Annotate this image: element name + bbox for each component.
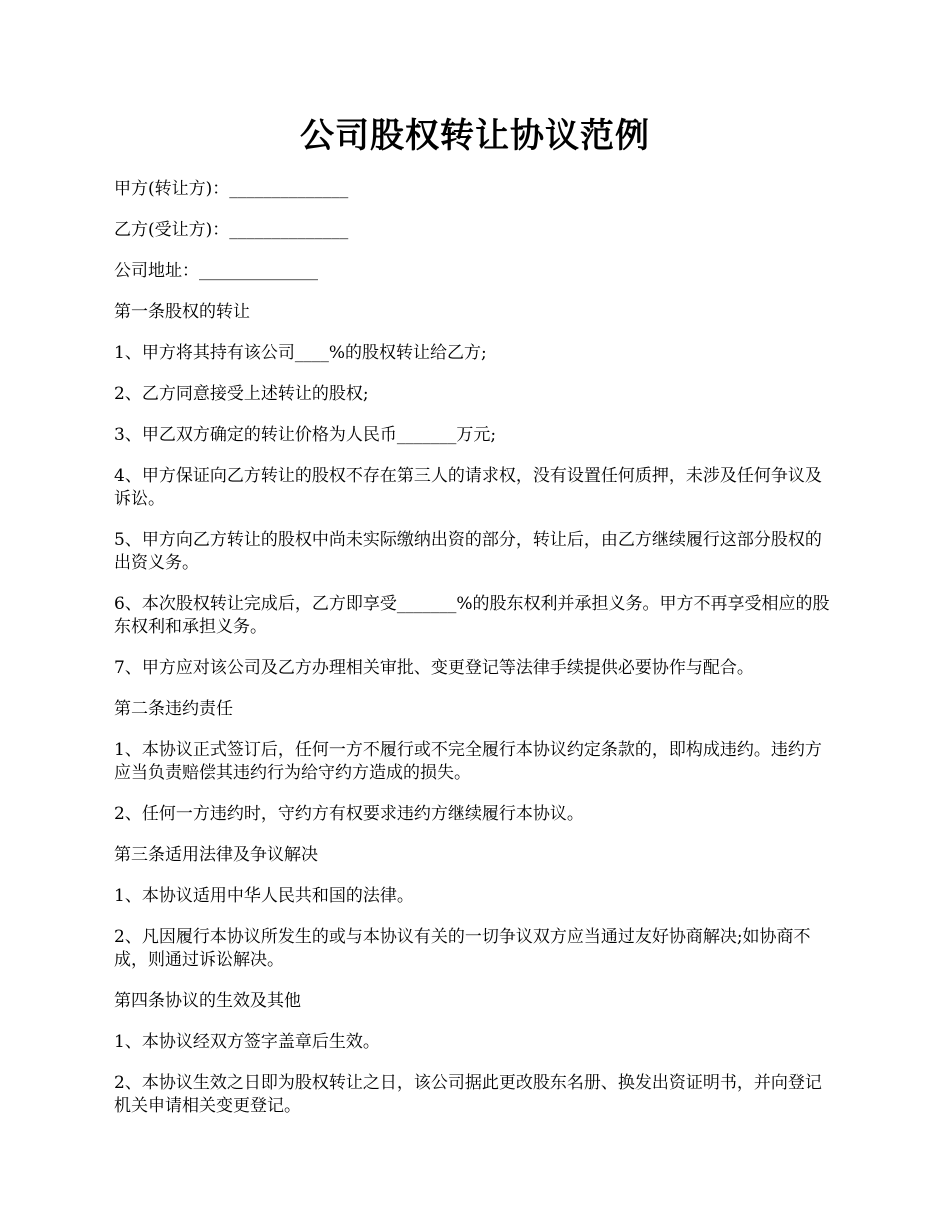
clause-paragraph: 5、甲方向乙方转让的股权中尚未实际缴纳出资的部分，转让后，由乙方继续履行这部分股权的出资义务。 bbox=[114, 530, 822, 573]
clause-paragraph: 1、本协议适用中华人民共和国的法律。 bbox=[114, 886, 414, 906]
clause-paragraph: 1、本协议正式签订后，任何一方不履行或不完全履行本协议约定条款的，即构成违约。违约方应当负责赔偿其违约行为给守约方造成的损失。 bbox=[114, 740, 822, 783]
clause-paragraph: 1、甲方将其持有该公司____%的股权转让给乙方; bbox=[114, 343, 487, 363]
document-title: 公司股权转让协议范例 bbox=[300, 116, 650, 156]
clause-paragraph: 4、甲方保证向乙方转让的股权不存在第三人的请求权，没有设置任何质押，未涉及任何争议及诉讼。 bbox=[114, 466, 822, 509]
clause-paragraph: 1、本协议经双方签字盖章后生效。 bbox=[114, 1032, 380, 1052]
party-a-line: 甲方(转让方)：______________ bbox=[114, 179, 349, 199]
party-b-line: 乙方(受让方)：______________ bbox=[114, 220, 349, 240]
section-heading: 第四条协议的生效及其他 bbox=[114, 991, 301, 1011]
company-address-line: 公司地址：______________ bbox=[114, 261, 318, 281]
clause-paragraph: 6、本次股权转让完成后，乙方即享受_______%的股东权利并承担义务。甲方不再享受相应的股东权利和承担义务。 bbox=[114, 594, 830, 637]
clause-paragraph: 3、甲乙双方确定的转让价格为人民币_______万元; bbox=[114, 425, 497, 445]
clause-paragraph: 2、任何一方违约时，守约方有权要求违约方继续履行本协议。 bbox=[114, 804, 584, 824]
section-heading: 第二条违约责任 bbox=[114, 699, 233, 719]
clause-paragraph: 2、乙方同意接受上述转让的股权; bbox=[114, 384, 369, 404]
clause-paragraph: 7、甲方应对该公司及乙方办理相关审批、变更登记等法律手续提供必要协作与配合。 bbox=[114, 658, 754, 678]
section-heading: 第一条股权的转让 bbox=[114, 302, 250, 322]
clause-paragraph: 2、凡因履行本协议所发生的或与本协议有关的一切争议双方应当通过友好协商解决;如协商不成，则通过诉讼解决。 bbox=[114, 927, 811, 970]
clause-paragraph: 2、本协议生效之日即为股权转让之日，该公司据此更改股东名册、换发出资证明书，并向登记机关申请相关变更登记。 bbox=[114, 1073, 822, 1116]
section-heading: 第三条适用法律及争议解决 bbox=[114, 845, 318, 865]
document-body bbox=[114, 178, 834, 1136]
